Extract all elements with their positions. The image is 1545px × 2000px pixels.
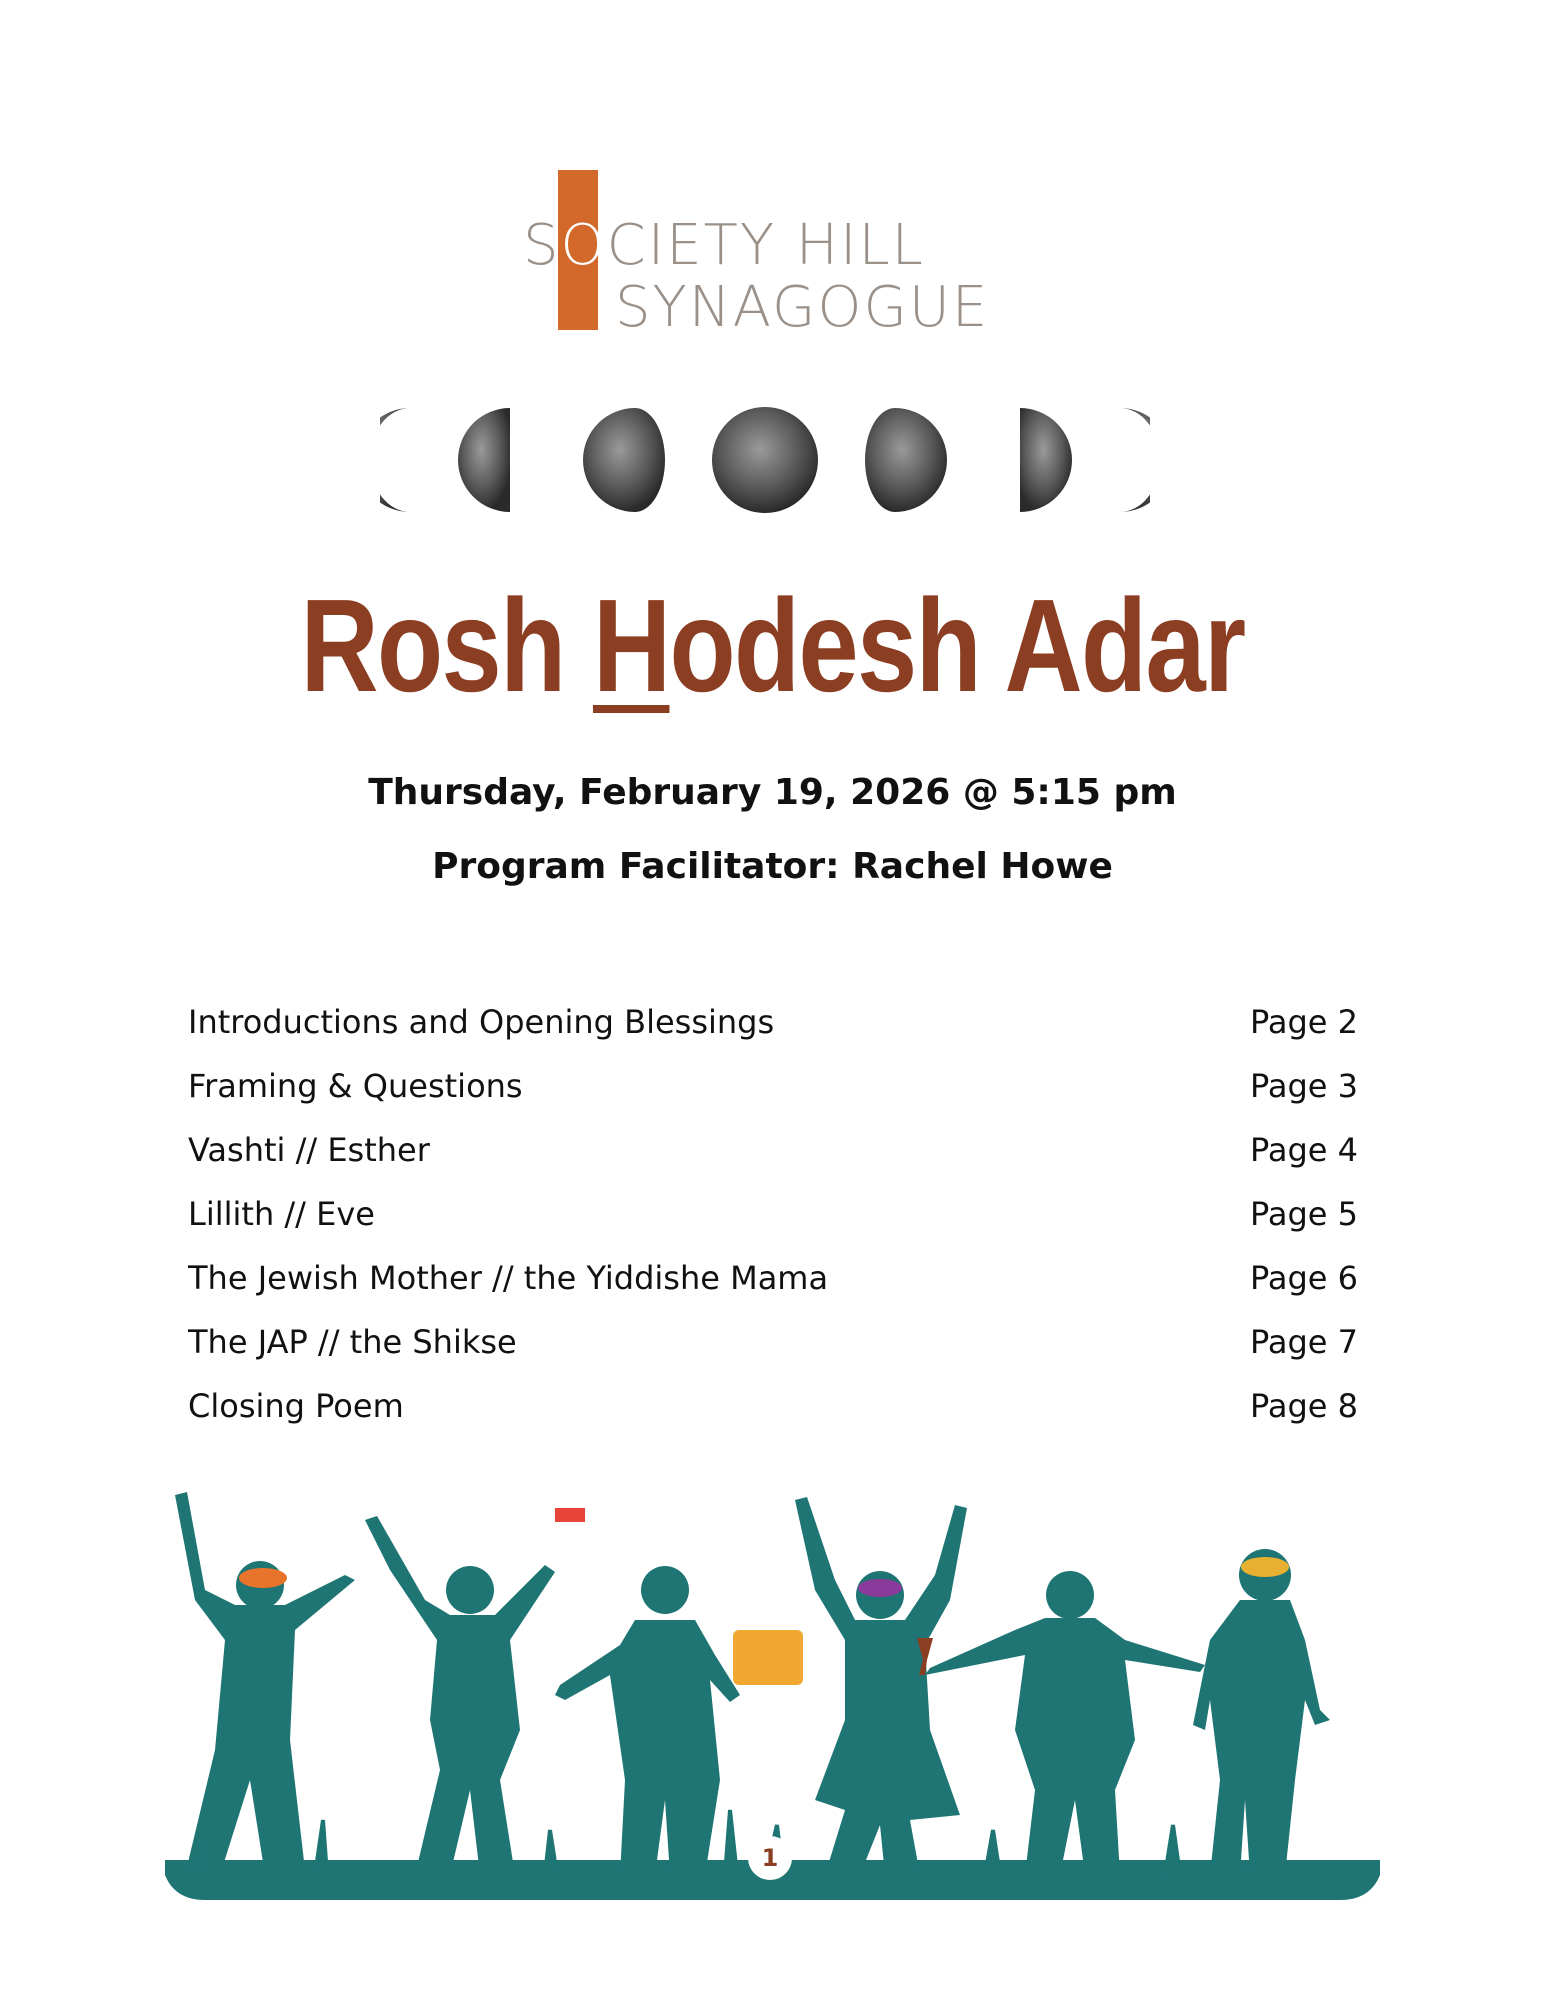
toc-label: Introductions and Opening Blessings (188, 1003, 775, 1041)
silhouette-woman-4 (795, 1497, 967, 1875)
silhouette-woman-2 (365, 1516, 555, 1875)
table-of-contents (188, 990, 1358, 1438)
page-number: 1 (748, 1836, 792, 1880)
logo-text-line1: SOCIETY HILL (523, 213, 925, 278)
toc-row (188, 1246, 1358, 1310)
moon-full (712, 407, 818, 513)
mask-3 (1241, 1557, 1289, 1577)
toc-label: Closing Poem (188, 1387, 404, 1425)
mask-1 (239, 1568, 287, 1588)
toc-row (188, 1118, 1358, 1182)
noisemaker-prop (555, 1508, 585, 1522)
toc-page: Page 6 (1250, 1259, 1358, 1297)
society-hill-synagogue-logo (515, 168, 1035, 340)
toc-page: Page 4 (1250, 1131, 1358, 1169)
moon-waxing-gibbous (583, 408, 665, 512)
program-facilitator: Program Facilitator: Rachel Howe (432, 846, 1113, 887)
toc-page: Page 8 (1250, 1387, 1358, 1425)
toc-label: The JAP // the Shikse (188, 1323, 517, 1361)
silhouette-woman-6 (1193, 1549, 1330, 1875)
moon-waning-gibbous (865, 408, 947, 512)
toc-label: Framing & Questions (188, 1067, 523, 1105)
silhouette-woman-1 (175, 1492, 355, 1875)
toc-row (188, 1054, 1358, 1118)
silhouette-woman-5 (925, 1571, 1205, 1875)
toc-row (188, 1374, 1358, 1438)
toc-page: Page 5 (1250, 1195, 1358, 1233)
moon-last-quarter (1020, 408, 1072, 512)
toc-page: Page 7 (1250, 1323, 1358, 1361)
toc-row (188, 1310, 1358, 1374)
toc-label: Lillith // Eve (188, 1195, 375, 1233)
toc-row (188, 1182, 1358, 1246)
moon-first-quarter-left (458, 408, 510, 512)
moon-waxing-crescent (380, 408, 410, 512)
page-title: Rosh Hodesh Adar (300, 572, 1245, 719)
mask-2 (858, 1579, 902, 1597)
logo-text-line2: SYNAGOGUE (615, 275, 990, 340)
toc-row (188, 990, 1358, 1054)
moon-waning-crescent (1120, 408, 1150, 512)
toc-page: Page 2 (1250, 1003, 1358, 1041)
event-date: Thursday, February 19, 2026 @ 5:15 pm (368, 772, 1177, 813)
silhouette-woman-3 (555, 1566, 740, 1875)
basket-prop (733, 1630, 803, 1685)
moon-phases-image (380, 400, 1150, 520)
toc-label: Vashti // Esther (188, 1131, 430, 1169)
toc-label: The Jewish Mother // the Yiddishe Mama (188, 1259, 829, 1297)
toc-page: Page 3 (1250, 1067, 1358, 1105)
